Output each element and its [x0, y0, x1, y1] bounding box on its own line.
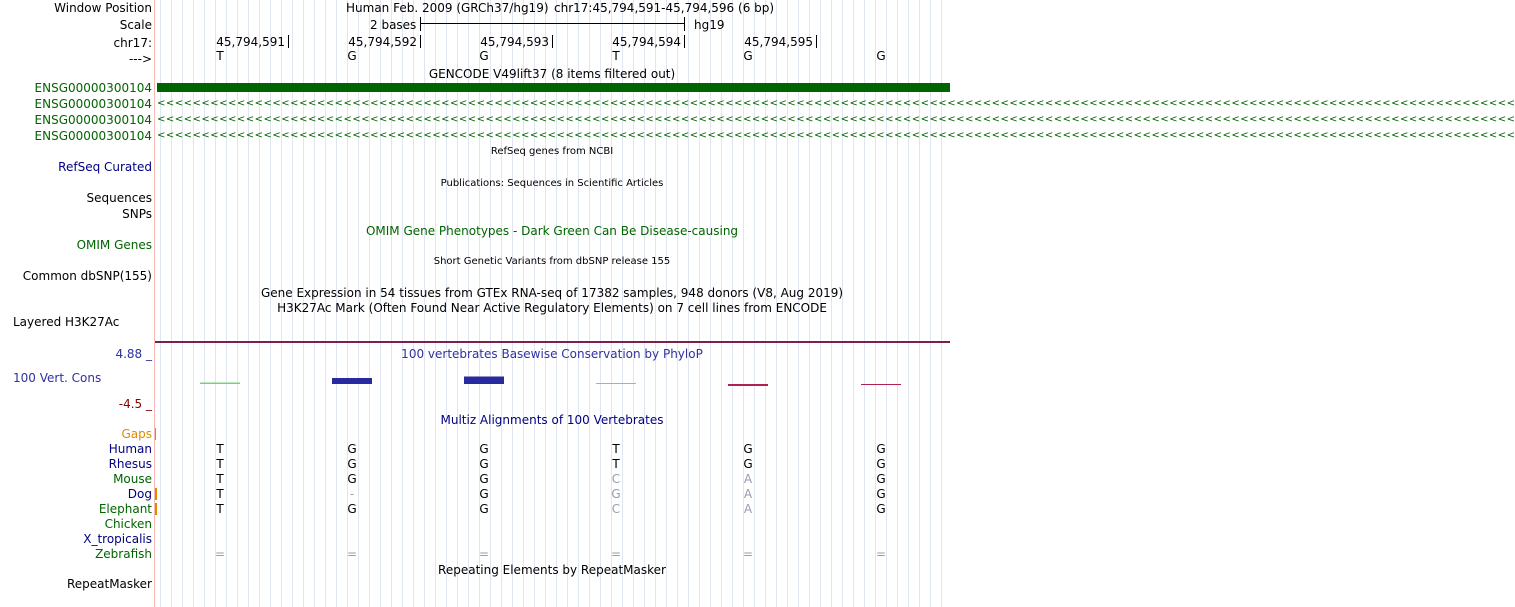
omim-title[interactable]: OMIM Gene Phenotypes - Dark Green Can Be Disease-causing [365, 224, 739, 238]
species-label[interactable]: Dog [127, 487, 152, 501]
alignment-base: C [611, 502, 621, 516]
dbsnp-label[interactable]: Common dbSNP(155) [22, 269, 152, 283]
alignment-base: T [216, 442, 224, 456]
region-position: chr17:45,794,591-45,794,596 (6 bp) [554, 1, 775, 15]
alignment-base: G [743, 442, 753, 456]
gencode-gene-2[interactable]: <<<<<<<<<<<<<<<<<<<<<<<<<<<<<<<<<<<<<<<<<<<<<<<<<<<<<<<<<<<<<<<<<<<<<<<<<<<<<<<<<<<<<<<<<<<<<<<<<<<<<<<<<<<<<<<<<<<<<<<<<<<<<<<<<<<<<<<<<<<<<<<<<<<<<<<<< [157, 98, 1515, 109]
alignment-base: G [479, 472, 489, 486]
alignment-base: T [612, 457, 620, 471]
refseq-label[interactable]: RefSeq Curated [58, 160, 152, 174]
reference-base: T [612, 49, 620, 63]
gaps-marker [155, 428, 156, 440]
dbsnp-title[interactable]: Short Genetic Variants from dbSNP release 155 [433, 256, 671, 267]
coordinate-tick [288, 35, 289, 48]
species-label[interactable]: Elephant [98, 502, 152, 516]
scale-text: 2 bases [370, 18, 417, 32]
alignment-base: = [478, 547, 490, 561]
scale-bar [420, 23, 685, 24]
phylop-mark [861, 384, 901, 385]
gap-marker [155, 488, 157, 500]
gencode-item-label[interactable]: ENSG00000300104 [34, 113, 152, 127]
gencode-item-label[interactable]: ENSG00000300104 [34, 81, 152, 95]
h3k27ac-signal-baseline [155, 341, 950, 343]
alignment-base: G [611, 487, 621, 501]
gencode-item-label[interactable]: ENSG00000300104 [34, 97, 152, 111]
coordinate-tick [420, 35, 421, 48]
reference-base: T [216, 49, 224, 63]
cons-label[interactable]: 100 Vert. Cons [13, 371, 102, 385]
alignment-base: = [346, 547, 358, 561]
coordinate-label: 45,794,594 [612, 35, 681, 49]
alignment-base: A [743, 502, 753, 516]
alignment-base: T [216, 457, 224, 471]
alignment-base: T [216, 502, 224, 516]
phylop-max-label: 4.88 _ [115, 347, 152, 361]
phylop-title[interactable]: 100 vertebrates Basewise Conservation by PhyloP [401, 347, 703, 361]
h3k27ac-title[interactable]: H3K27Ac Mark (Often Found Near Active Regulatory Elements) on 7 cell lines from ENCODE [277, 301, 827, 315]
window-position-label: Window Position [54, 1, 152, 15]
gencode-gene-4[interactable]: <<<<<<<<<<<<<<<<<<<<<<<<<<<<<<<<<<<<<<<<<<<<<<<<<<<<<<<<<<<<<<<<<<<<<<<<<<<<<<<<<<<<<<<<<<<<<<<<<<<<<<<<<<<<<<<<<<<<<<<<<<<<<<<<<<<<<<<<<<<<<<<<<<<<<<<<< [157, 130, 1515, 141]
chrom-label: chr17: [113, 36, 152, 50]
reference-base: G [743, 49, 753, 63]
species-label[interactable]: Mouse [113, 472, 152, 486]
scale-label: Scale [119, 18, 152, 32]
alignment-base: C [611, 472, 621, 486]
phylop-mark [200, 383, 240, 385]
species-label[interactable]: Chicken [104, 517, 152, 531]
alignment-base: G [876, 502, 886, 516]
sequences-label[interactable]: Sequences [86, 191, 152, 205]
multiz-title[interactable]: Multiz Alignments of 100 Vertebrates [440, 413, 664, 427]
refseq-title[interactable]: RefSeq genes from NCBI [490, 146, 614, 157]
alignment-base: = [875, 547, 887, 561]
gtex-title[interactable]: Gene Expression in 54 tissues from GTEx RNA-seq of 17382 samples, 948 donors (V8, Aug 2019) [260, 286, 844, 300]
repeatmasker-label[interactable]: RepeatMasker [66, 577, 152, 591]
gencode-gene-3[interactable]: <<<<<<<<<<<<<<<<<<<<<<<<<<<<<<<<<<<<<<<<<<<<<<<<<<<<<<<<<<<<<<<<<<<<<<<<<<<<<<<<<<<<<<<<<<<<<<<<<<<<<<<<<<<<<<<<<<<<<<<<<<<<<<<<<<<<<<<<<<<<<<<<<<<<<<<<< [157, 114, 1515, 125]
phylop-mark [596, 383, 636, 384]
snps-label[interactable]: SNPs [122, 207, 152, 221]
alignment-base: T [216, 487, 224, 501]
alignment-base: - [349, 487, 355, 501]
alignment-base: T [612, 442, 620, 456]
species-label[interactable]: Rhesus [108, 457, 152, 471]
h3k27ac-label[interactable]: Layered H3K27Ac [13, 315, 120, 329]
alignment-base: G [876, 457, 886, 471]
coordinate-label: 45,794,591 [216, 35, 285, 49]
coordinate-label: 45,794,593 [480, 35, 549, 49]
gencode-gene-1[interactable] [157, 83, 950, 92]
alignment-base: G [347, 442, 357, 456]
alignment-base: G [347, 472, 357, 486]
alignment-base: A [743, 472, 753, 486]
alignment-base: A [743, 487, 753, 501]
alignment-base: G [876, 442, 886, 456]
coordinate-tick [816, 35, 817, 48]
omim-label[interactable]: OMIM Genes [76, 238, 152, 252]
species-label[interactable]: X_tropicalis [83, 532, 152, 546]
phylop-signal[interactable] [155, 355, 950, 407]
alignment-base: G [479, 487, 489, 501]
alignment-base: G [876, 472, 886, 486]
phylop-min-label: -4.5 _ [118, 397, 152, 411]
coordinate-label: 45,794,595 [744, 35, 813, 49]
publications-title[interactable]: Publications: Sequences in Scientific Articles [440, 178, 664, 189]
species-label[interactable]: Human [108, 442, 152, 456]
gap-marker [155, 503, 157, 515]
coordinate-tick [552, 35, 553, 48]
coordinate-tick [684, 35, 685, 48]
alignment-base: = [214, 547, 226, 561]
scale-db: hg19 [694, 18, 725, 32]
alignment-base: G [347, 457, 357, 471]
phylop-mark [728, 384, 768, 386]
phylop-mark [464, 377, 504, 385]
gaps-label[interactable]: Gaps [121, 427, 152, 441]
phylop-mark [332, 378, 372, 384]
scale-bar-right-tick [684, 17, 685, 31]
reference-base: G [876, 49, 886, 63]
alignment-base: G [479, 457, 489, 471]
label-divider[interactable] [154, 0, 155, 607]
assembly-title: Human Feb. 2009 (GRCh37/hg19) [346, 1, 549, 15]
coordinate-label: 45,794,592 [348, 35, 417, 49]
gencode-title[interactable]: GENCODE V49lift37 (8 items filtered out) [428, 67, 676, 81]
species-label[interactable]: Zebrafish [95, 547, 152, 561]
alignment-base: G [479, 442, 489, 456]
alignment-base: = [742, 547, 754, 561]
alignment-base: G [347, 502, 357, 516]
alignment-base: = [610, 547, 622, 561]
strand-label: ---> [128, 52, 152, 66]
repeatmasker-title[interactable]: Repeating Elements by RepeatMasker [438, 563, 666, 577]
alignment-base: T [216, 472, 224, 486]
scale-bar-left-tick [420, 17, 421, 31]
alignment-base: G [479, 502, 489, 516]
reference-base: G [347, 49, 357, 63]
reference-base: G [479, 49, 489, 63]
alignment-base: G [743, 457, 753, 471]
gencode-item-label[interactable]: ENSG00000300104 [34, 129, 152, 143]
alignment-base: G [876, 487, 886, 501]
